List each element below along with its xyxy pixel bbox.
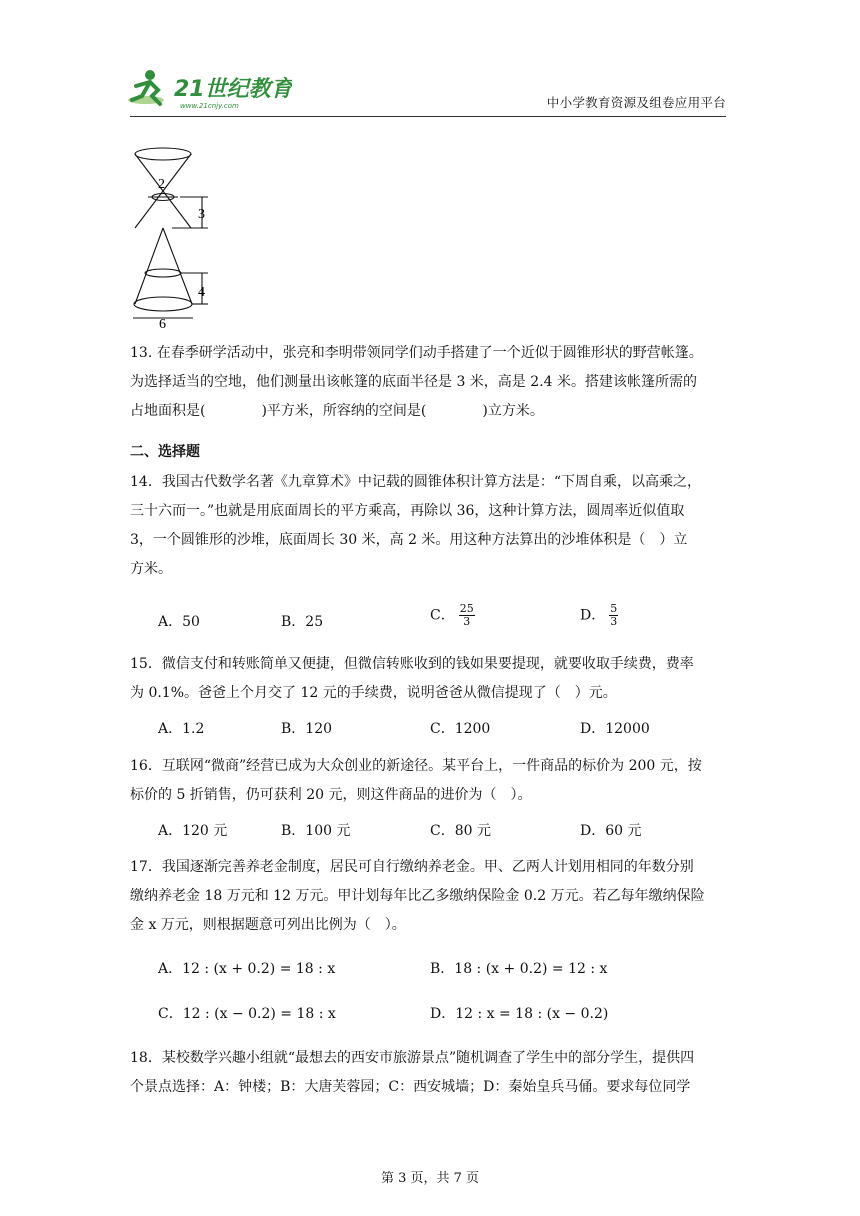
q14-option-b: B．25: [281, 614, 324, 630]
q14-option-d: D． $\frac{5}{3}$: [580, 602, 618, 628]
label-6: 6: [159, 317, 166, 332]
section-heading: 二、选择题: [130, 444, 200, 460]
q17-option-c: C．12 : (x − 0.2) = 18 : x: [158, 1006, 336, 1022]
q15-option-b: B．120: [281, 721, 333, 737]
q15-option-d: D．12000: [580, 721, 650, 737]
q18-line2: 个景点选择：A：钟楼；B：大唐芙蓉园；C：西安城墙；D：秦始皇兵马俑。要求每位同学: [130, 1079, 691, 1095]
q16-option-b: B．100 元: [281, 823, 351, 839]
header-platform-text: 中小学教育资源及组卷应用平台: [546, 95, 726, 110]
logo-url: www.21cnjy.com: [180, 102, 239, 110]
page-footer: 第 3 页，共 7 页: [380, 1171, 480, 1186]
q14-line3: 3，一个圆锥形的沙堆，底面周长 30 米，高 2 米。用这种方法算出的沙堆体积是（ ）立: [130, 532, 688, 548]
q15-option-a: A．1.2: [158, 721, 205, 737]
q14-option-a: A．50: [158, 614, 200, 630]
q13-line2: 为选择适当的空地，他们测量出该帐篷的底面半径是 3 米，高是 2.4 米。搭建该帐篷所需的: [130, 374, 697, 390]
q18-line1: 18．某校数学兴趣小组就“最想去的西安市旅游景点”随机调查了学生中的部分学生，提供四: [130, 1050, 695, 1066]
q14-line2: 三十六而一。”也就是用底面周长的平方乘高，再除以 36，这种计算方法，圆周率近似值取: [130, 503, 685, 519]
q15-option-c: C．1200: [430, 721, 491, 737]
q16-option-c: C．80 元: [430, 823, 491, 839]
header-divider: [130, 116, 726, 117]
q17-option-d: D．12 : x = 18 : (x − 0.2): [430, 1006, 609, 1022]
q17-line2: 缴纳养老金 18 万元和 12 万元。甲计划每年比乙多缴纳保险金 0.2 万元。若乙每年缴纳保险: [130, 888, 705, 904]
q16-option-d: D．60 元: [580, 823, 642, 839]
double-cone-figure: [128, 136, 218, 332]
q17-option-a: A．12 : (x + 0.2) = 18 : x: [158, 961, 336, 977]
q14-option-c: C． $\frac{25}{3}$: [430, 602, 474, 628]
label-2: 2: [158, 177, 165, 192]
label-3: 3: [198, 207, 205, 222]
site-logo: [122, 66, 292, 114]
question-18: [130, 1044, 730, 1102]
q17-line3: 金 x 万元，则根据题意可列出比例为（ ）。: [130, 917, 406, 933]
q15-line2: 为 0.1%。爸爸上个月交了 12 元的手续费，说明爸爸从微信提现了（ ）元。: [130, 685, 617, 701]
question-16: [130, 752, 730, 810]
q13-line3: 占地面积是( )平方米，所容纳的空间是( )立方米。: [130, 403, 544, 419]
runner-logo-icon: [122, 66, 292, 114]
q14-line1: 14．我国古代数学名著《九章算术》中记载的圆锥体积计算方法是：“下周自乘，以高乘之，: [130, 474, 701, 490]
q16-line1: 16．互联网“微商”经营已成为大众创业的新途径。某平台上，一件商品的标价为 200 元，按: [130, 758, 702, 774]
question-14: [130, 468, 730, 584]
question-17: [130, 853, 730, 940]
q17-line1: 17．我国逐渐完善养老金制度，居民可自行缴纳养老金。甲、乙两人计划用相同的年数分别: [130, 859, 694, 875]
question-13: [130, 339, 730, 426]
q16-line2: 标价的 5 折销售，仍可获利 20 元，则这件商品的进价为（ ）。: [130, 787, 532, 803]
q15-line1: 15．微信支付和转账简单又便捷，但微信转账收到的钱如果要提现，就要收取手续费，费率: [130, 656, 694, 672]
q16-option-a: A．120 元: [158, 823, 228, 839]
q14-line4: 方米。: [130, 561, 172, 577]
q17-option-b: B．18 : (x + 0.2) = 12 : x: [430, 961, 608, 977]
logo-text: 21世纪教育: [174, 77, 292, 102]
question-15: [130, 650, 730, 708]
label-4: 4: [198, 285, 205, 300]
q13-line1: 13. 在春季研学活动中，张亮和李明带领同学们动手搭建了一个近似于圆锥形状的野营帐篷。: [130, 345, 703, 361]
